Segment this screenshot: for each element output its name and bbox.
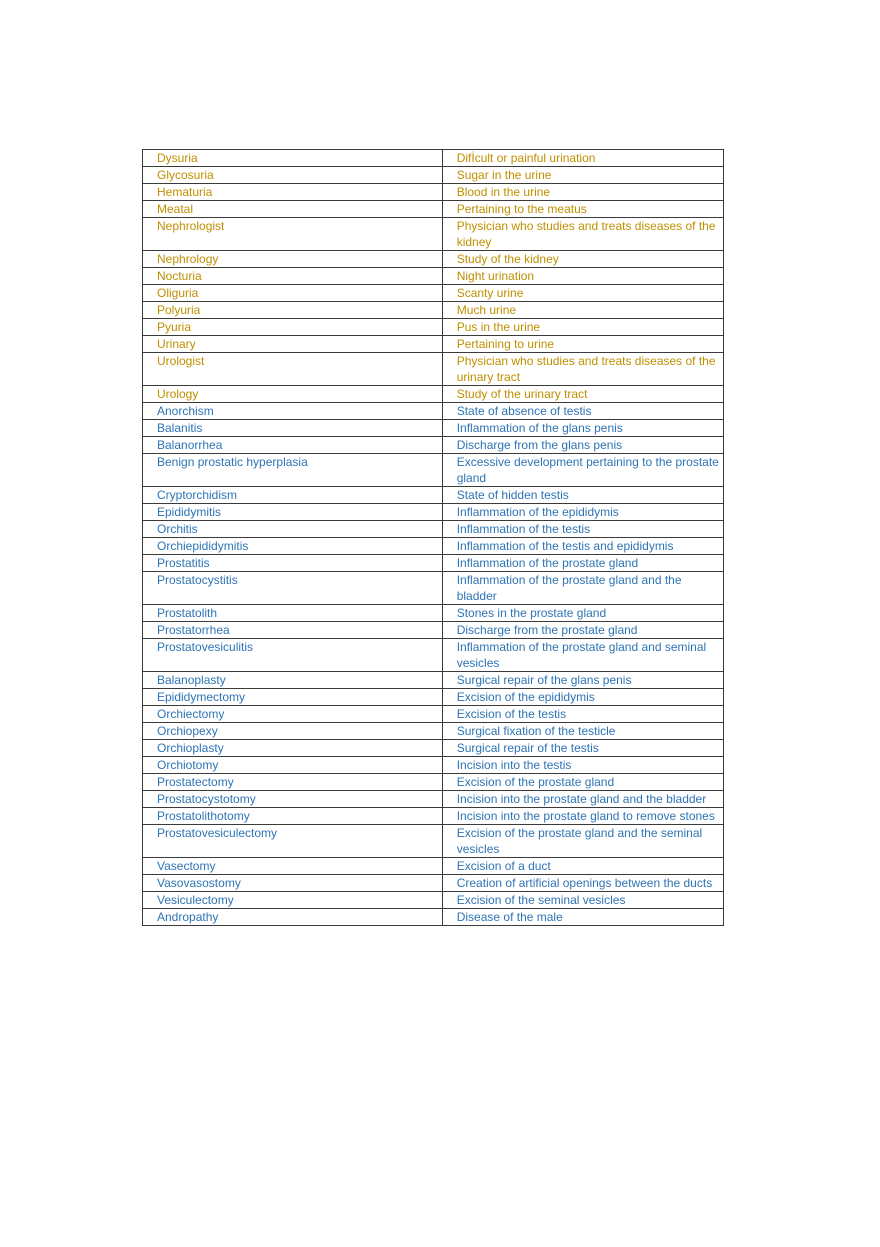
table-row: [143, 353, 724, 386]
term-cell: Nephrology: [143, 251, 443, 268]
definition-cell: Night urination: [442, 268, 723, 285]
term-cell: Orchioplasty: [143, 740, 443, 757]
term-cell: Prostatovesiculectomy: [143, 825, 443, 858]
term-cell: Orchiotomy: [143, 757, 443, 774]
definition-cell: Discharge from the glans penis: [442, 437, 723, 454]
table-row: [143, 251, 724, 268]
definition-cell: Pertaining to urine: [442, 336, 723, 353]
table-row: [143, 319, 724, 336]
term-cell: Nephrologist: [143, 218, 443, 251]
table-row: [143, 538, 724, 555]
table-row: [143, 774, 724, 791]
definition-cell: Incision into the testis: [442, 757, 723, 774]
definition-cell: Excision of the prostate gland: [442, 774, 723, 791]
definition-cell: Surgical fixation of the testicle: [442, 723, 723, 740]
definition-cell: Study of the urinary tract: [442, 386, 723, 403]
table-row: [143, 167, 724, 184]
table-row: [143, 184, 724, 201]
term-cell: Glycosuria: [143, 167, 443, 184]
table-row: [143, 672, 724, 689]
definition-cell: Excision of the epididymis: [442, 689, 723, 706]
definition-cell: Difİcult or painful urination: [442, 150, 723, 167]
definition-cell: Creation of artificial openings between the ducts: [442, 875, 723, 892]
medical-terms-table: [142, 149, 724, 926]
table-row: [143, 875, 724, 892]
table-row: [143, 757, 724, 774]
term-cell: Balanitis: [143, 420, 443, 437]
definition-cell: Inflammation of the prostate gland and seminal vesicles: [442, 639, 723, 672]
definition-cell: Inflammation of the testis and epididymis: [442, 538, 723, 555]
definition-cell: Excision of a duct: [442, 858, 723, 875]
definition-cell: Much urine: [442, 302, 723, 319]
table-row: [143, 302, 724, 319]
definition-cell: Excision of the seminal vesicles: [442, 892, 723, 909]
term-cell: Prostatocystitis: [143, 572, 443, 605]
table-row: [143, 622, 724, 639]
term-cell: Prostatolithotomy: [143, 808, 443, 825]
definition-cell: Sugar in the urine: [442, 167, 723, 184]
term-cell: Cryptorchidism: [143, 487, 443, 504]
term-cell: Urologist: [143, 353, 443, 386]
definition-cell: Inflammation of the prostate gland and the bladder: [442, 572, 723, 605]
definition-cell: Stones in the prostate gland: [442, 605, 723, 622]
term-cell: Epididymitis: [143, 504, 443, 521]
term-cell: Balanoplasty: [143, 672, 443, 689]
table-row: [143, 689, 724, 706]
definition-cell: Blood in the urine: [442, 184, 723, 201]
table-row: [143, 454, 724, 487]
table-row: [143, 825, 724, 858]
definition-cell: Pus in the urine: [442, 319, 723, 336]
definition-cell: Inflammation of the glans penis: [442, 420, 723, 437]
term-cell: Meatal: [143, 201, 443, 218]
term-cell: Andropathy: [143, 909, 443, 926]
term-cell: Dysuria: [143, 150, 443, 167]
definition-cell: Surgical repair of the glans penis: [442, 672, 723, 689]
table-row: [143, 605, 724, 622]
definition-cell: Surgical repair of the testis: [442, 740, 723, 757]
table-row: [143, 892, 724, 909]
definition-cell: Discharge from the prostate gland: [442, 622, 723, 639]
table-row: [143, 201, 724, 218]
table-row: [143, 858, 724, 875]
term-cell: Prostatitis: [143, 555, 443, 572]
term-cell: Anorchism: [143, 403, 443, 420]
table-row: [143, 420, 724, 437]
term-cell: Pyuria: [143, 319, 443, 336]
definition-cell: Scanty urine: [442, 285, 723, 302]
term-cell: Prostatectomy: [143, 774, 443, 791]
definition-cell: Excessive development pertaining to the prostate gland: [442, 454, 723, 487]
table-row: [143, 723, 724, 740]
term-cell: Balanorrhea: [143, 437, 443, 454]
table-row: [143, 386, 724, 403]
definition-cell: Inflammation of the prostate gland: [442, 555, 723, 572]
table-row: [143, 740, 724, 757]
term-cell: Prostatorrhea: [143, 622, 443, 639]
term-cell: Benign prostatic hyperplasia: [143, 454, 443, 487]
table-row: [143, 218, 724, 251]
table-row: [143, 521, 724, 538]
definition-cell: Physician who studies and treats diseases of the urinary tract: [442, 353, 723, 386]
term-cell: Prostatocystotomy: [143, 791, 443, 808]
table-row: [143, 403, 724, 420]
table-row: [143, 808, 724, 825]
term-cell: Epididymectomy: [143, 689, 443, 706]
table-row: [143, 706, 724, 723]
table-row: [143, 555, 724, 572]
definition-cell: State of absence of testis: [442, 403, 723, 420]
table-row: [143, 639, 724, 672]
term-cell: Nocturia: [143, 268, 443, 285]
term-cell: Vasovasostomy: [143, 875, 443, 892]
term-cell: Prostatovesiculitis: [143, 639, 443, 672]
table-row: [143, 437, 724, 454]
term-cell: Prostatolith: [143, 605, 443, 622]
table-row: [143, 909, 724, 926]
table-row: [143, 572, 724, 605]
table-row: [143, 150, 724, 167]
term-cell: Oliguria: [143, 285, 443, 302]
term-cell: Orchitis: [143, 521, 443, 538]
term-cell: Vesiculectomy: [143, 892, 443, 909]
table-row: [143, 285, 724, 302]
term-cell: Polyuria: [143, 302, 443, 319]
definition-cell: Physician who studies and treats diseases of the kidney: [442, 218, 723, 251]
table-row: [143, 504, 724, 521]
table-row: [143, 791, 724, 808]
definition-cell: Inflammation of the epididymis: [442, 504, 723, 521]
term-cell: Orchiectomy: [143, 706, 443, 723]
term-cell: Hematuria: [143, 184, 443, 201]
table-row: [143, 268, 724, 285]
definition-cell: Incision into the prostate gland to remove stones: [442, 808, 723, 825]
medical-terms-table-body: [143, 150, 724, 926]
term-cell: Orchiepididymitis: [143, 538, 443, 555]
term-cell: Vasectomy: [143, 858, 443, 875]
definition-cell: Pertaining to the meatus: [442, 201, 723, 218]
definition-cell: Excision of the testis: [442, 706, 723, 723]
table-row: [143, 336, 724, 353]
definition-cell: State of hidden testis: [442, 487, 723, 504]
definition-cell: Excision of the prostate gland and the seminal vesicles: [442, 825, 723, 858]
definition-cell: Incision into the prostate gland and the bladder: [442, 791, 723, 808]
definition-cell: Inflammation of the testis: [442, 521, 723, 538]
definition-cell: Disease of the male: [442, 909, 723, 926]
term-cell: Urology: [143, 386, 443, 403]
term-cell: Urinary: [143, 336, 443, 353]
definition-cell: Study of the kidney: [442, 251, 723, 268]
table-row: [143, 487, 724, 504]
term-cell: Orchiopexy: [143, 723, 443, 740]
